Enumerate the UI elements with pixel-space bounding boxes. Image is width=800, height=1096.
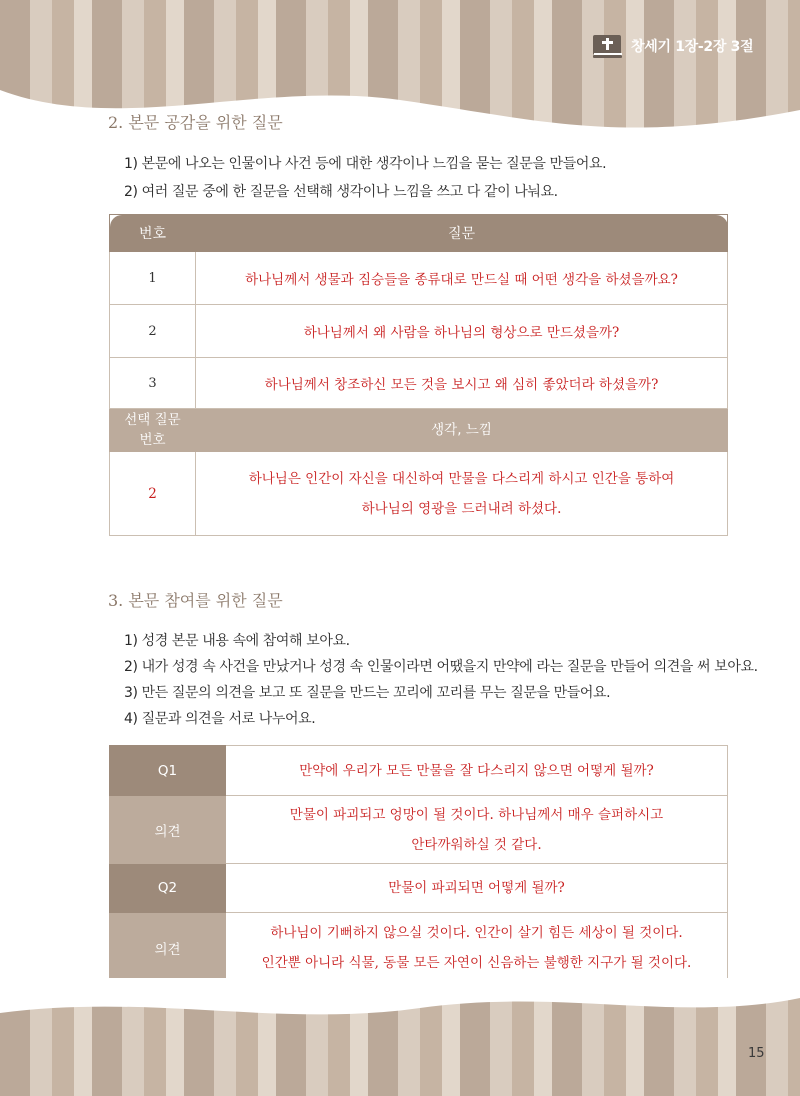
question-table-header — [110, 215, 728, 252]
question-text: 하나님께서 왜 사람을 하나님의 형상으로 만드셨을까? — [196, 305, 728, 358]
table-row — [110, 864, 728, 913]
section3-instruction-4: 4) 질문과 의견을 서로 나누어요. — [124, 711, 316, 727]
selected-answer — [196, 452, 728, 536]
question-number: 2 — [110, 305, 196, 358]
selected-number-label — [110, 409, 196, 452]
header-wave — [0, 40, 800, 152]
answer-line: 하나님이 기뻐하지 않으실 것이다. 인간이 살기 힘든 세상이 될 것이다. — [270, 924, 683, 941]
section2-instruction-1: 1) 본문에 나오는 인물이나 사건 등에 대한 생각이나 느낌을 묻는 질문을 만들어요. — [124, 156, 607, 172]
opinion-label: 의견 — [110, 913, 226, 983]
question-number: 3 — [110, 358, 196, 409]
question-table — [109, 214, 728, 536]
table-row — [110, 746, 728, 796]
page-number: 15 — [748, 1046, 765, 1061]
number-column-header: 번호 — [110, 215, 196, 252]
bible-icon — [592, 33, 624, 59]
opinion-label: 의견 — [110, 796, 226, 864]
answer-line: 만약에 우리가 모든 만물을 잘 다스리지 않으면 어떻게 될까? — [299, 762, 654, 779]
q1-label: Q1 — [110, 746, 226, 796]
answer-line: 인간뿐 아니라 식물, 동물 모든 자연이 신음하는 불행한 지구가 될 것이다. — [261, 954, 692, 971]
table-row — [110, 913, 728, 983]
q2-label: Q2 — [110, 864, 226, 913]
answer-line: 안타까워하실 것 같다. — [411, 836, 542, 853]
section3-title: 3. 본문 참여를 위한 질문 — [108, 591, 283, 610]
section3-instruction-1: 1) 성경 본문 내용 속에 참여해 보아요. — [124, 633, 350, 649]
section3-instruction-3: 3) 만든 질문의 의견을 보고 또 질문을 만드는 꼬리에 꼬리를 무는 질문을 만들어요. — [124, 685, 611, 701]
answer-line: 만물이 파괴되고 엉망이 될 것이다. 하나님께서 매우 슬퍼하시고 — [289, 806, 664, 823]
table-row — [110, 252, 728, 305]
q2-text — [226, 864, 728, 913]
section3-instruction-2: 2) 내가 성경 속 사건을 만났거나 성경 속 인물이라면 어땠을지 만약에 라는 질문을 만들어 의견을 써 보아요. — [124, 659, 758, 675]
opinion-text — [226, 913, 728, 983]
thought-label: 생각, 느낌 — [196, 409, 728, 452]
selected-number: 2 — [110, 452, 196, 536]
selected-label-line2: 번호 — [139, 432, 166, 448]
selected-label-line1: 선택 질문 — [124, 412, 181, 428]
footer-wave — [0, 978, 800, 1038]
selected-answer-row — [110, 452, 728, 536]
table-row — [110, 796, 728, 864]
table-row — [110, 305, 728, 358]
q1-text — [226, 746, 728, 796]
question-column-header: 질문 — [196, 215, 728, 252]
answer-line: 만물이 파괴되면 어떻게 될까? — [388, 880, 565, 896]
table-row — [110, 358, 728, 409]
opinion-text — [226, 796, 728, 864]
participation-table — [109, 745, 728, 983]
chapter-title: 창세기 1장-2장 3절 — [631, 39, 754, 55]
answer-line: 하나님은 인간이 자신을 대신하여 만물을 다스리게 하시고 인간을 통하여 — [248, 470, 675, 487]
section2-instruction-2: 2) 여러 질문 중에 한 질문을 선택해 생각이나 느낌을 쓰고 다 같이 나눠요. — [124, 184, 558, 200]
answer-line: 하나님의 영광을 드러내려 하셨다. — [361, 500, 562, 517]
question-text: 하나님께서 창조하신 모든 것을 보시고 왜 심히 좋았더라 하셨을까? — [196, 358, 728, 409]
question-text: 하나님께서 생물과 짐승들을 종류대로 만드실 때 어떤 생각을 하셨을까요? — [196, 252, 728, 305]
question-number: 1 — [110, 252, 196, 305]
selected-header-row — [110, 409, 728, 452]
section2-title: 2. 본문 공감을 위한 질문 — [108, 113, 283, 132]
